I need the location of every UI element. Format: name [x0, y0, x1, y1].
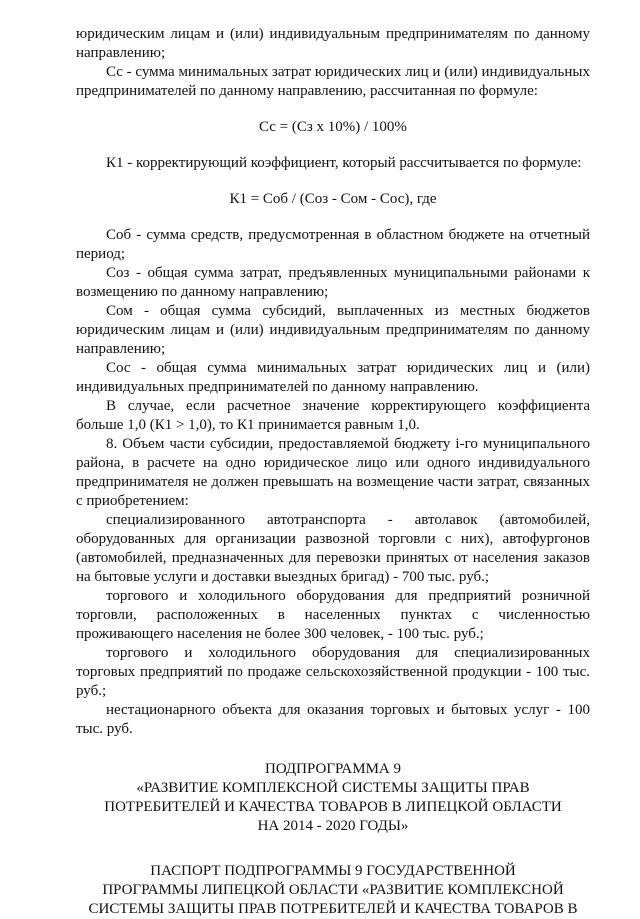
subprogram-heading-line: ПОТРЕБИТЕЛЕЙ И КАЧЕСТВА ТОВАРОВ В ЛИПЕЦКОЙ ОБЛАСТИ	[104, 799, 562, 815]
paragraph-item-8: 8. Объем части субсидии, предоставляемой бюджету i-го муниципального района, в расчете на одно юридическое лицо или одного индивидуального предпринимателя не должен превышать на возмещение части затрат, связанных с приобретением:	[76, 436, 590, 509]
passport-heading	[76, 862, 590, 919]
paragraph-sob: Соб - сумма средств, предусмотренная в областном бюджете на отчетный период;	[76, 227, 590, 262]
paragraph-nonstationary-object: нестационарного объекта для оказания торговых и бытовых услуг - 100 тыс. руб.	[76, 702, 590, 737]
formula-cc: Сс = (Сз x 10%) / 100%	[259, 119, 407, 135]
paragraph-sos: Сос - общая сумма минимальных затрат юридических лиц и (или) индивидуальных предпринимателей по данному направлению.	[76, 360, 590, 395]
paragraph-specialized-equipment: торгового и холодильного оборудования для специализированных торговых предприятий по продаже сельскохозяйственной продукции - 100 тыс. руб.;	[76, 645, 590, 699]
paragraph-soz: Соз - общая сумма затрат, предъявленных муниципальными районами к возмещению по данному направлению;	[76, 265, 590, 300]
paragraph-som: Сом - общая сумма субсидий, выплаченных из местных бюджетов юридическим лицам и (или) индивидуальным предпринимателям по данному направлению;	[76, 303, 590, 357]
paragraph-retail-equipment: торгового и холодильного оборудования для предприятий розничной торговли, расположенных в населенных пунктах с численностью проживающего населения не более 300 человек, - 100 тыс. руб.;	[76, 588, 590, 642]
subprogram-heading-line: НА 2014 - 2020 ГОДЫ»	[257, 818, 409, 834]
document-body	[76, 25, 590, 919]
passport-heading-line: ПАСПОРТ ПОДПРОГРАММЫ 9 ГОСУДАРСТВЕННОЙ	[150, 863, 516, 879]
formula-k1: К1 = Соб / (Соз - Сом - Сос), где	[229, 191, 437, 207]
paragraph-k1-intro: К1 - корректирующий коэффициент, который рассчитывается по формуле:	[106, 155, 582, 171]
passport-heading-line: ПРОГРАММЫ ЛИПЕЦКОЙ ОБЛАСТИ «РАЗВИТИЕ КОМПЛЕКСНОЙ	[102, 882, 564, 898]
passport-heading-line: СИСТЕМЫ ЗАЩИТЫ ПРАВ ПОТРЕБИТЕЛЕЙ И КАЧЕСТВА ТОВАРОВ В	[88, 901, 578, 917]
paragraph-autotransport: специализированного автотранспорта - автолавок (автомобилей, оборудованных для организации развозной торговли с них), автофургонов (автомобилей, предназначенных для перевозки принятых от населения заказов на бытовые услуги и доставки выездных бригад) - 700 тыс. руб.;	[76, 512, 590, 585]
subprogram-heading	[76, 760, 590, 836]
paragraph-k1-limit: В случае, если расчетное значение корректирующего коэффициента больше 1,0 (К1 > 1,0), то К1 принимается равным 1,0.	[76, 398, 590, 433]
subprogram-heading-line: «РАЗВИТИЕ КОМПЛЕКСНОЙ СИСТЕМЫ ЗАЩИТЫ ПРАВ	[136, 780, 530, 796]
subprogram-heading-line: ПОДПРОГРАММА 9	[264, 761, 402, 777]
paragraph-cc-definition: Сс - сумма минимальных затрат юридических лиц и (или) индивидуальных предпринимателей по данному направлению, рассчитанная по формуле:	[76, 64, 590, 99]
paragraph-continuation: юридическим лицам и (или) индивидуальным предпринимателям по данному направлению;	[76, 26, 590, 61]
